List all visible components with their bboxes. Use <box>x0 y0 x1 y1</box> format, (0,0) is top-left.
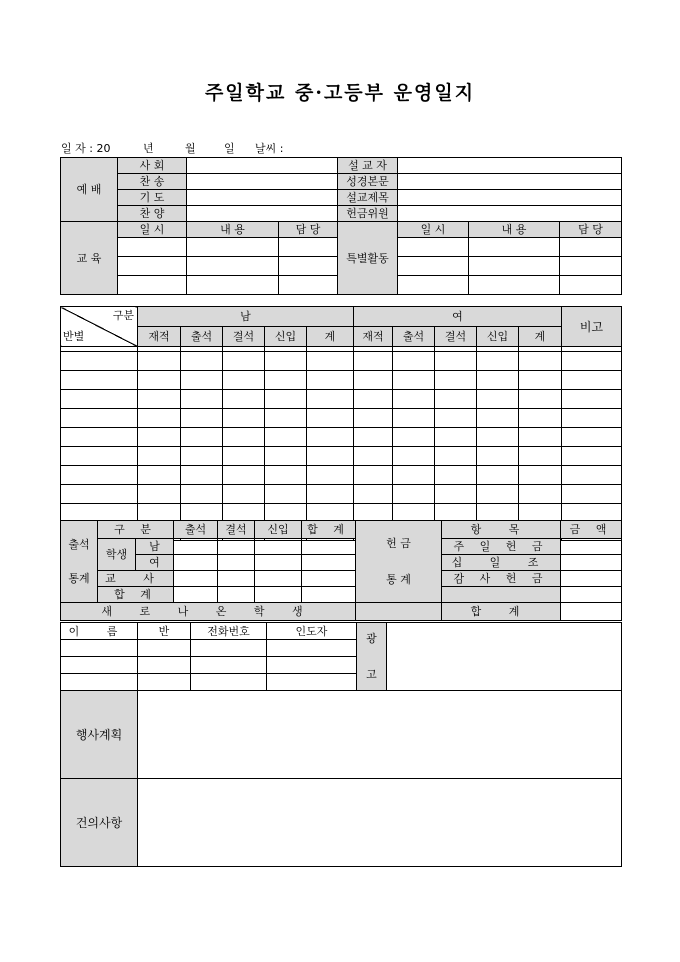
offering-item-tithe: 십 일 조 <box>442 555 561 571</box>
table-row[interactable] <box>61 485 622 504</box>
female-enrolled: 재적 <box>354 327 393 347</box>
attendance-table <box>60 306 622 541</box>
page-title: 주일학교 중·고등부 운영일지 <box>204 82 476 104</box>
female-sum: 계 <box>519 327 562 347</box>
female-absent: 결석 <box>435 327 477 347</box>
newcomer-col-guide: 인도자 <box>267 623 357 640</box>
month-label: 월 <box>185 142 196 155</box>
stats-col-category: 구 분 <box>98 521 174 539</box>
male-sum: 계 <box>307 327 354 347</box>
plan-suggestion-table <box>60 690 622 867</box>
date-label: 일 자 : 20 <box>61 142 111 155</box>
worship-sermon-title-field[interactable] <box>398 190 622 206</box>
worship-item-prayer: 기 도 <box>118 190 187 206</box>
statistics-table <box>60 520 622 621</box>
stats-total-label: 합 계 <box>98 587 174 603</box>
table-row[interactable] <box>61 447 622 466</box>
table-row[interactable] <box>61 466 622 485</box>
worship-offering-committee-field[interactable] <box>398 206 622 222</box>
attendance-col-header: 구분 <box>112 309 134 322</box>
event-plan-label: 행사계획 <box>61 691 138 779</box>
male-absent: 결석 <box>223 327 265 347</box>
male-new: 신입 <box>265 327 307 347</box>
worship-item-preacher: 설 교 자 <box>338 158 398 174</box>
offering-item-thanks: 감 사 헌 금 <box>442 571 561 587</box>
newcomer-col-phone: 전화번호 <box>191 623 267 640</box>
worship-praise-field[interactable] <box>187 206 338 222</box>
attendance-female-header: 여 <box>354 307 562 327</box>
edu-col-charge: 담 당 <box>279 222 338 238</box>
edu-col-time: 일 시 <box>118 222 187 238</box>
stats-student-female: 여 <box>136 555 174 571</box>
worship-scripture-field[interactable] <box>398 174 622 190</box>
newcomer-col-class: 반 <box>138 623 191 640</box>
newcomers-title: 새 로 나 온 학 생 <box>61 603 356 621</box>
stats-teacher-label: 교 사 <box>98 571 174 587</box>
female-present: 출석 <box>393 327 435 347</box>
worship-hymn-field[interactable] <box>187 174 338 190</box>
attendance-male-header: 남 <box>138 307 354 327</box>
worship-item-host: 사 회 <box>118 158 187 174</box>
offering-total-label: 합 계 <box>442 603 561 621</box>
date-line <box>61 138 621 156</box>
worship-item-offering-committee: 헌금위원 <box>338 206 398 222</box>
offering-label: 헌 금 통 계 <box>356 521 442 603</box>
worship-host-field[interactable] <box>187 158 338 174</box>
table-row[interactable] <box>61 390 622 409</box>
attendance-diagonal-header <box>61 307 138 347</box>
male-enrolled: 재적 <box>138 327 181 347</box>
year-label: 년 <box>143 142 154 155</box>
attendance-note-header: 비고 <box>562 307 622 347</box>
notice-label: 광 고 <box>357 623 387 691</box>
special-col-charge: 담 당 <box>560 222 622 238</box>
offering-item-sunday: 주 일 헌 금 <box>442 539 561 555</box>
male-present: 출석 <box>181 327 223 347</box>
worship-item-praise: 찬 양 <box>118 206 187 222</box>
education-label: 교 육 <box>61 222 118 295</box>
special-col-content: 내 용 <box>469 222 560 238</box>
stats-student-label: 학생 <box>98 539 136 571</box>
stats-col-present: 출석 <box>174 521 218 539</box>
worship-item-hymn: 찬 송 <box>118 174 187 190</box>
stats-col-absent: 결석 <box>218 521 255 539</box>
table-row[interactable] <box>61 409 622 428</box>
table-row[interactable] <box>61 352 622 371</box>
offering-amount-header: 금 액 <box>561 521 622 539</box>
newcomers-table <box>60 622 622 691</box>
table-row[interactable] <box>61 371 622 390</box>
worship-preacher-field[interactable] <box>398 158 622 174</box>
special-activity-label: 특별활동 <box>338 222 398 295</box>
female-new: 신입 <box>477 327 519 347</box>
worship-item-sermon-title: 설교제목 <box>338 190 398 206</box>
stats-col-new: 신입 <box>255 521 302 539</box>
worship-prayer-field[interactable] <box>187 190 338 206</box>
stats-label: 출석 통계 <box>61 521 98 603</box>
edu-col-content: 내 용 <box>187 222 279 238</box>
event-plan-field[interactable] <box>138 691 622 779</box>
worship-item-scripture: 성경본문 <box>338 174 398 190</box>
stats-student-male: 남 <box>136 539 174 555</box>
suggestions-field[interactable] <box>138 779 622 867</box>
suggestions-label: 건의사항 <box>61 779 138 867</box>
day-label: 일 <box>224 142 235 155</box>
worship-education-table <box>60 157 622 295</box>
table-row[interactable] <box>61 428 622 447</box>
stats-col-total: 합 계 <box>302 521 356 539</box>
worship-label: 예 배 <box>61 158 118 222</box>
newcomer-col-name: 이 름 <box>61 623 138 640</box>
notice-field[interactable] <box>387 623 622 691</box>
special-col-time: 일 시 <box>398 222 469 238</box>
attendance-row-header: 반별 <box>63 330 85 343</box>
weather-label: 날씨 : <box>255 142 284 155</box>
offering-item-header: 항 목 <box>442 521 561 539</box>
